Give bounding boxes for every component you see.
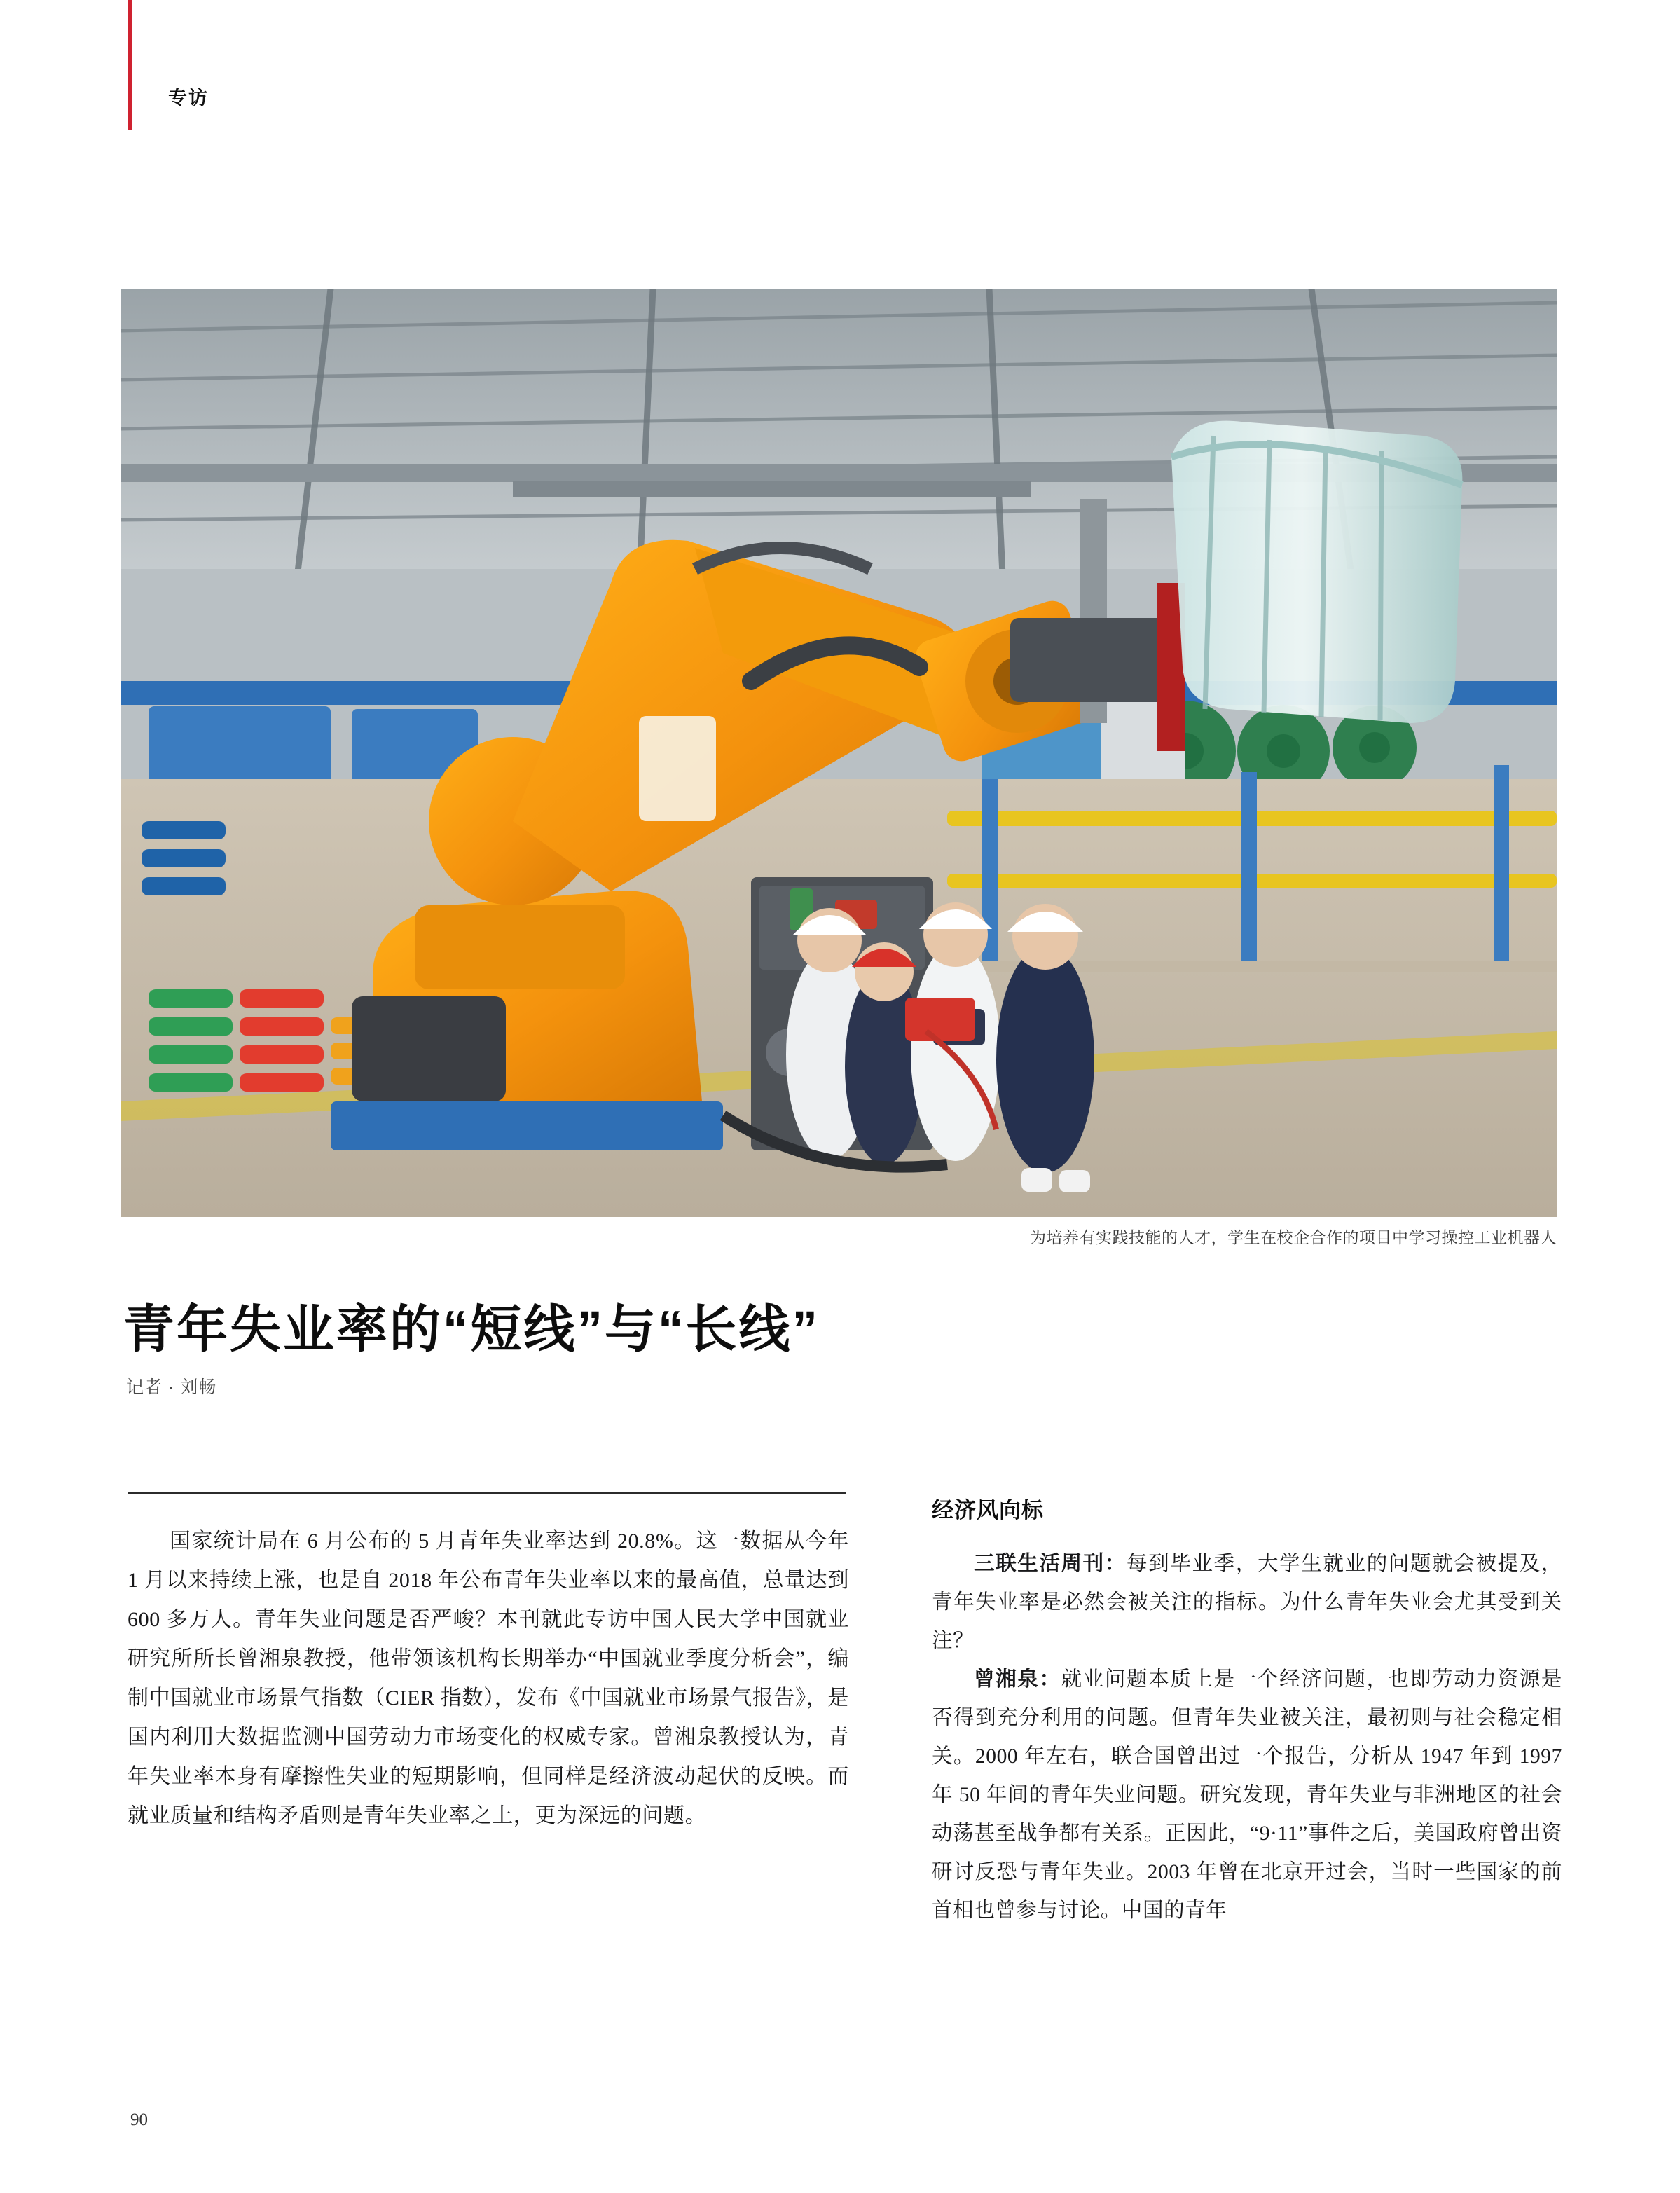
section-accent-rule bbox=[128, 0, 132, 130]
qa-answer-text: 就业问题本质上是一个经济问题，也即劳动力资源是否得到充分利用的问题。但青年失业被关注，最初则与社会稳定相关。2000 年左右，联合国曾出过一个报告，分析从 1947 年到 1997 年 50 年间的青年失业问题。研究发现，青年失业与非洲地区的社会动荡甚至战争都有关系。正因此，“9·11”事件之后，美国政府曾出资研讨反恐与青年失业。2003 年曾在北京开过会，当时一些国家的前首相也曾参与讨论。中国的青年 bbox=[932, 1668, 1562, 1922]
qa-answer bbox=[932, 1661, 1562, 1930]
subhead: 经济风向标 bbox=[932, 1498, 1044, 1522]
qa-speaker-guest: 曾湘泉： bbox=[974, 1668, 1061, 1691]
byline: 记者 · 刘畅 bbox=[126, 1377, 217, 1397]
qa-speaker-interviewer: 三联生活周刊： bbox=[974, 1553, 1127, 1575]
column-divider-rule bbox=[128, 1492, 846, 1494]
hero-caption: 为培养有实践技能的人才，学生在校企合作的项目中学习操控工业机器人 bbox=[1030, 1228, 1557, 1246]
page-title: 青年失业率的“短线”与“长线” bbox=[123, 1301, 820, 1358]
left-column bbox=[128, 1522, 849, 1836]
hero-photo-illustration bbox=[121, 289, 1557, 1217]
right-column bbox=[932, 1492, 1562, 1930]
lead-paragraph: 国家统计局在 6 月公布的 5 月青年失业率达到 20.8%。这一数据从今年 1 月以来持续上涨，也是自 2018 年公布青年失业率以来的最高值，总量达到 600 多万人。青年失业问题是否严峻？本刊就此专访中国人民大学中国就业研究所所长曾湘泉教授，他带领该机构长期举办“中国就业季度分析会”，编制中国就业市场景气指数（CIER 指数），发布《中国就业市场景气报告》，是国内利用大数据监测中国劳动力市场变化的权威专家。曾湘泉教授认为，青年失业率本身有摩擦性失业的短期影响，但同样是经济波动起伏的反映。而就业质量和结构矛盾则是青年失业率之上，更为深远的问题。 bbox=[128, 1529, 849, 1827]
hero-photo bbox=[121, 289, 1557, 1217]
section-label: 专访 bbox=[168, 88, 209, 109]
page-number: 90 bbox=[130, 2110, 148, 2129]
qa-question-text: 每到毕业季，大学生就业的问题就会被提及，青年失业率是必然会被关注的指标。为什么青年失业会尤其受到关注？ bbox=[932, 1553, 1562, 1652]
qa-question bbox=[932, 1545, 1562, 1661]
